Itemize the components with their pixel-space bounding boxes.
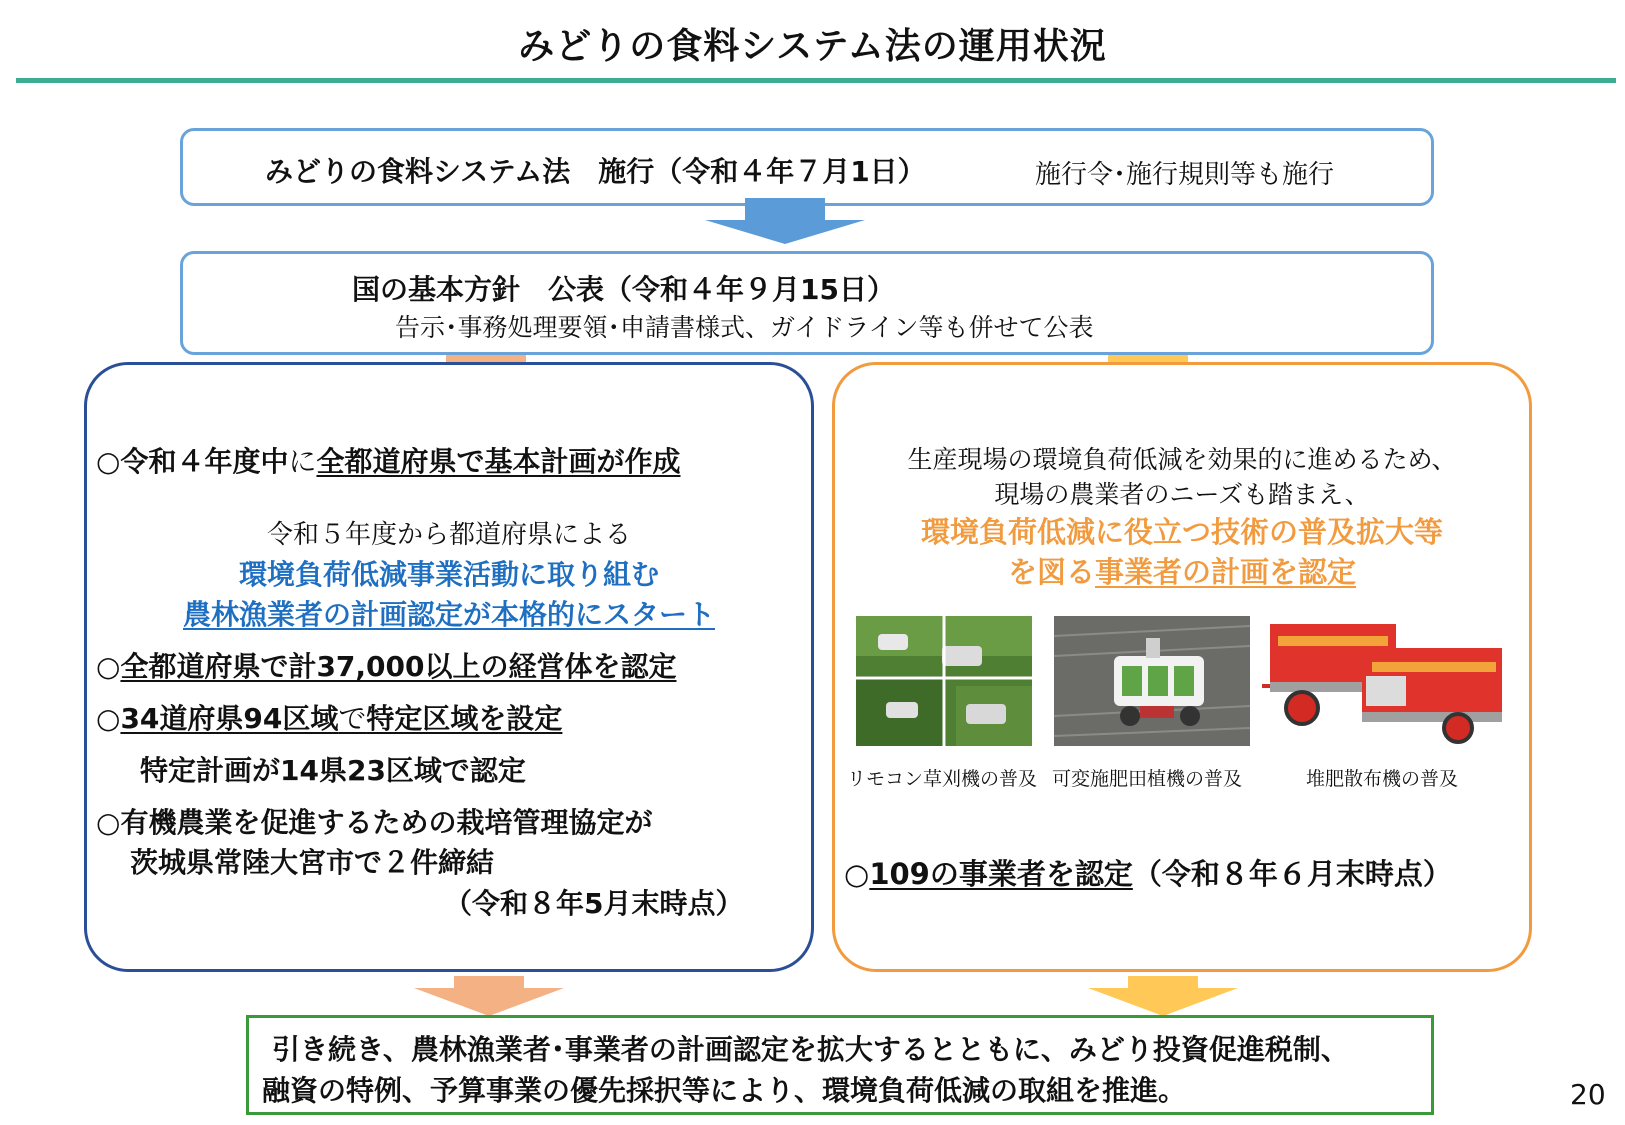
business-highlight-2: を図る事業者の計画を認定 — [1007, 555, 1357, 589]
bullet-icon: ○ — [96, 445, 121, 478]
bullet-icon: ○ — [96, 806, 121, 839]
basic-policy-text: 国の基本方針 公表（令和４年９月15日） — [352, 273, 895, 306]
remote-mower-photo — [856, 616, 1032, 746]
conclusion-line-1: 引き続き、農林漁業者･事業者の計画認定を拡大するとともに、みどり投資促進税制、 — [272, 1033, 1349, 1066]
title-divider — [16, 78, 1616, 83]
special-plan-subitem: 特定計画が14県23区域で認定 — [140, 754, 526, 787]
certified-businesses-item: ○109の事業者を認定（令和８年６月末時点） — [844, 857, 1452, 891]
special-zone-item: ○34道府県94区域で特定区域を設定 — [96, 702, 563, 735]
organic-agreement-date: （令和８年5月末時点） — [444, 887, 744, 920]
down-arrow-icon — [705, 198, 865, 244]
rice-transplanter-illustration-icon — [1054, 616, 1250, 746]
organic-agreement-line2: 茨城県常陸大宮市で２件締結 — [130, 846, 495, 879]
down-arrow-left-icon — [414, 976, 564, 1016]
organic-agreement-item: ○有機農業を促進するための栽培管理協定が — [96, 806, 653, 839]
bullet-icon: ○ — [96, 650, 121, 683]
business-intro-2: 現場の農業者のニーズも踏まえ、 — [994, 480, 1370, 509]
certified-farms-item: ○全都道府県で計37,000以上の経営体を認定 — [96, 650, 677, 683]
down-arrow-right-icon — [1088, 976, 1238, 1016]
compost-spreader-illustration-icon — [1262, 616, 1506, 746]
compost-spreader-caption: 堆肥散布機の普及 — [1306, 768, 1459, 790]
bullet-icon: ○ — [96, 702, 121, 735]
business-intro-1: 生産現場の環境負荷低減を効果的に進めるため、 — [907, 445, 1457, 474]
compost-spreader-photo — [1262, 616, 1506, 746]
basic-plan-item: ○令和４年度中に全都道府県で基本計画が作成 — [96, 445, 681, 478]
basic-policy-subtext: 告示･事務処理要領･申請書様式、ガイドライン等も併せて公表 — [395, 313, 1094, 342]
remote-mower-caption: リモコン草刈機の普及 — [847, 768, 1038, 790]
enforcement-note: 施行令･施行規則等も施行 — [1035, 160, 1335, 190]
bullet-icon: ○ — [844, 857, 870, 891]
page-title: みどりの食料システム法の運用状況 — [518, 26, 1107, 67]
rice-transplanter-photo — [1054, 616, 1250, 746]
page-number: 20 — [1570, 1078, 1606, 1111]
conclusion-line-2: 融資の特例、予算事業の優先採択等により、環境負荷低減の取組を推進。 — [262, 1074, 1187, 1107]
highlight-line-2: 農林漁業者の計画認定が本格的にスタート — [182, 598, 715, 631]
prefecture-intro: 令和５年度から都道府県による — [266, 520, 631, 550]
enforcement-text: みどりの食料システム法 施行（令和４年７月1日） — [265, 155, 926, 188]
highlight-line-1: 環境負荷低減事業活動に取り組む — [238, 558, 659, 591]
rice-transplanter-caption: 可変施肥田植機の普及 — [1052, 768, 1243, 790]
remote-mower-illustration-icon — [856, 616, 1032, 746]
business-highlight-1: 環境負荷低減に役立つ技術の普及拡大等 — [920, 515, 1443, 549]
